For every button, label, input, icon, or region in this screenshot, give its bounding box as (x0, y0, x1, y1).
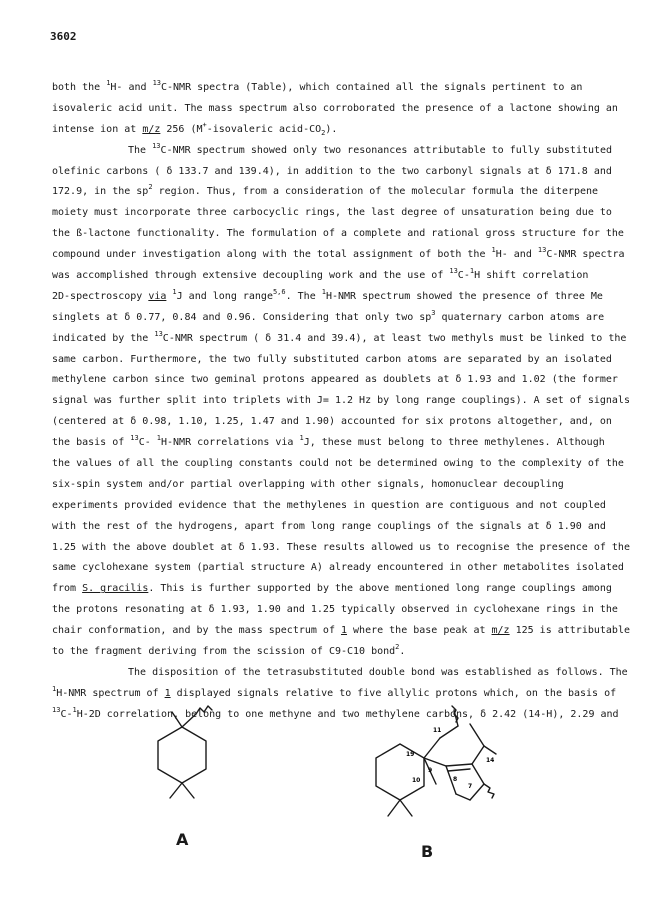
text-segment: from (52, 583, 83, 595)
text-line (52, 78, 628, 99)
text-line (52, 308, 628, 329)
text-segment: 5,6 (272, 287, 286, 296)
text-line (52, 162, 628, 183)
text-segment: 2D-spectroscopy (52, 290, 149, 302)
text-segment: 13 (449, 267, 458, 276)
text-line (52, 329, 628, 350)
text-segment: indicated by the (52, 332, 155, 344)
text-line (52, 517, 628, 538)
text-segment: 1 (469, 267, 475, 276)
text-segment: 1 (172, 287, 177, 296)
page-number: 3602 (50, 30, 77, 43)
structure-a-ring (158, 727, 206, 783)
text-line (52, 454, 628, 475)
text-segment: with the rest of the hydrogens, apart from long range couplings of the signals at δ 1.90 and (52, 520, 606, 532)
text-segment: 3 (431, 308, 436, 317)
text-segment: 1 (299, 434, 304, 443)
text-line (52, 412, 628, 433)
text-segment: J and long range (176, 290, 273, 302)
text-segment: + (202, 120, 207, 129)
text-line (52, 350, 628, 371)
text-segment: 256 (M (160, 123, 203, 135)
text-segment: C-NMR spectrum showed only two resonances attributable to fully substituted (160, 144, 613, 156)
text-segment: same carbon. Furthermore, the two fully substituted carbon atoms are separated by an isolated (52, 353, 612, 365)
text-segment: to the fragment deriving from the scission of C9-C10 bond (52, 646, 396, 658)
text-segment: the values of all the coupling constants could not be determined owing to the complexity of the (52, 458, 624, 470)
text-segment: intense ion at (52, 123, 143, 135)
text-segment: singlets at δ 0.77, 0.84 and 0.96. Considering that only two sp (52, 311, 432, 323)
body-text (52, 78, 628, 726)
structure-a-label: A (176, 830, 189, 849)
text-segment: H-NMR correlations via (161, 437, 300, 449)
text-segment: 1 (164, 687, 171, 699)
text-segment: region. Thus, from a consideration of the molecular formula the diterpene (152, 186, 599, 198)
text-segment: J, these must belong to three methylenes. Although (303, 437, 605, 449)
text-segment: 13 (537, 246, 547, 255)
text-line (52, 224, 628, 245)
text-line (52, 99, 628, 120)
text-line (52, 391, 628, 412)
text-segment: 13 (152, 141, 161, 150)
text-segment: 1 (106, 79, 111, 87)
text-segment: m/z (142, 123, 161, 135)
text-segment: S. gracilis (82, 583, 149, 595)
text-segment: signal was further split into triplets with J= 1.2 Hz by long range couplings). A set of signals (52, 395, 630, 407)
text-segment: (centered at δ 0.98, 1.10, 1.25, 1.47 and 1.90) accounted for six protons altogether, and, on (52, 416, 612, 428)
text-line (52, 642, 628, 663)
text-segment: six-spin system and/or partial overlapping with other signals, homonuclear decoupling (52, 478, 564, 490)
atom-14: 14 (486, 757, 495, 764)
text-segment: olefinic carbons ( δ 133.7 and 139.4), in addition to the two carbonyl signals at δ 171.8 and (52, 165, 612, 177)
text-segment: H-2D correlation, belong to one methyne and two methylene carbons, δ 2.42 (14-H), 2.29 and (76, 708, 619, 720)
text-segment: 1 (491, 246, 496, 255)
text-segment: 13 (130, 434, 139, 443)
text-segment: H- and (495, 249, 538, 261)
text-segment: the basis of (52, 437, 131, 449)
text-segment: 1 (72, 705, 77, 714)
atom-11: 11 (433, 727, 442, 734)
text-segment: 125 is attributable (509, 625, 630, 637)
text-segment: 172.9, in the sp (52, 186, 149, 198)
text-segment: 2 (395, 643, 400, 652)
text-line (52, 663, 628, 684)
text-segment: -isovaleric acid-CO (206, 123, 322, 135)
text-segment: H-NMR spectrum of (56, 687, 165, 699)
structure-a-wavy-bond (196, 706, 212, 714)
text-segment: displayed signals relative to five allylic protons which, on the basis of (170, 687, 617, 699)
text-line (52, 496, 628, 517)
text-segment: 2 (148, 183, 153, 192)
structure-b-label: B (421, 842, 434, 861)
text-segment: C-NMR spectra (546, 249, 625, 261)
text-segment: 1.25 with the above doublet at δ 1.93. These results allowed us to recognise the presence of the (52, 541, 630, 553)
text-segment: moiety must incorporate three carbocyclic rings, the last degree of unsaturation being due to (52, 207, 612, 219)
text-segment: The disposition of the tetrasubstituted double bond was established as follows. The (128, 666, 628, 678)
text-segment: . This is further supported by the above mentioned long range couplings among (148, 583, 612, 595)
text-line (52, 579, 628, 600)
text-segment: via (148, 290, 167, 302)
text-segment: The (128, 144, 153, 156)
text-segment: 13 (154, 329, 163, 338)
text-line (52, 203, 628, 224)
text-segment: 2 (321, 128, 326, 137)
text-segment: was accomplished through extensive decoupling work and the use of (52, 270, 450, 282)
text-segment: 13 (52, 705, 61, 714)
text-line (52, 433, 628, 454)
text-segment: quaternary carbon atoms are (435, 311, 605, 323)
text-segment: 1 (156, 434, 161, 443)
text-line (52, 245, 628, 266)
text-segment: m/z (491, 625, 510, 637)
text-segment: . The (285, 290, 322, 302)
text-line (52, 621, 628, 642)
structures-figure (0, 687, 672, 912)
text-segment: . (399, 646, 406, 658)
text-segment: C- (60, 708, 73, 720)
text-segment: ). (325, 123, 338, 135)
text-segment: 13 (152, 79, 161, 87)
atom-7: 7 (468, 783, 473, 790)
structure-b-wavy-bond-right (484, 784, 494, 798)
atom-10: 10 (412, 777, 421, 784)
text-line (52, 120, 628, 141)
text-segment: same cyclohexane system (partial structure A) already encountered in other metabolites isolated (52, 562, 624, 574)
text-segment: experiments provided evidence that the methylenes in question are contiguous and not coupled (52, 499, 606, 511)
atom-9: 9 (428, 767, 433, 774)
text-line (52, 266, 628, 287)
chemical-structures (0, 687, 672, 912)
text-segment: 1 (340, 625, 348, 637)
text-segment: H-NMR spectrum showed the presence of three Me (325, 290, 603, 302)
text-segment: compound under investigation along with the total assignment of both the (52, 249, 492, 261)
text-segment: where the base peak at (347, 625, 492, 637)
text-line (52, 558, 628, 579)
structure-b-ring-1 (376, 744, 424, 800)
text-line (52, 370, 628, 391)
text-line (52, 538, 628, 559)
text-line (52, 475, 628, 496)
text-segment: H shift correlation (474, 270, 589, 282)
atom-19: 19 (406, 751, 415, 758)
text-segment: both the (52, 82, 107, 93)
text-line (52, 141, 628, 162)
text-segment: C- (138, 437, 157, 449)
text-line (52, 287, 628, 308)
atom-8: 8 (453, 776, 458, 783)
text-line (52, 182, 628, 203)
text-segment: C- (457, 270, 470, 282)
text-segment: the ß-lactone functionality. The formulation of a complete and rational gross structure for the (52, 228, 624, 240)
text-segment: chair conformation, and by the mass spectrum of (52, 625, 341, 637)
text-segment: C-NMR spectra (Table), which contained all the signals pertinent to an (161, 82, 583, 93)
text-segment: isovaleric acid unit. The mass spectrum also corroborated the presence of a lactone showing an (52, 102, 618, 114)
text-segment: methylene carbon since two geminal protons appeared as doublets at δ 1.93 and 1.02 (the former (52, 374, 618, 386)
text-line (52, 600, 628, 621)
text-segment: 1 (52, 684, 57, 693)
text-segment: the protons resonating at δ 1.93, 1.90 and 1.25 typically observed in cyclohexane rings in the (52, 604, 618, 616)
text-segment: H- and (110, 82, 153, 93)
text-segment: C-NMR spectrum ( δ 31.4 and 39.4), at least two methyls must be linked to the (162, 332, 627, 344)
text-segment: 1 (321, 287, 326, 296)
